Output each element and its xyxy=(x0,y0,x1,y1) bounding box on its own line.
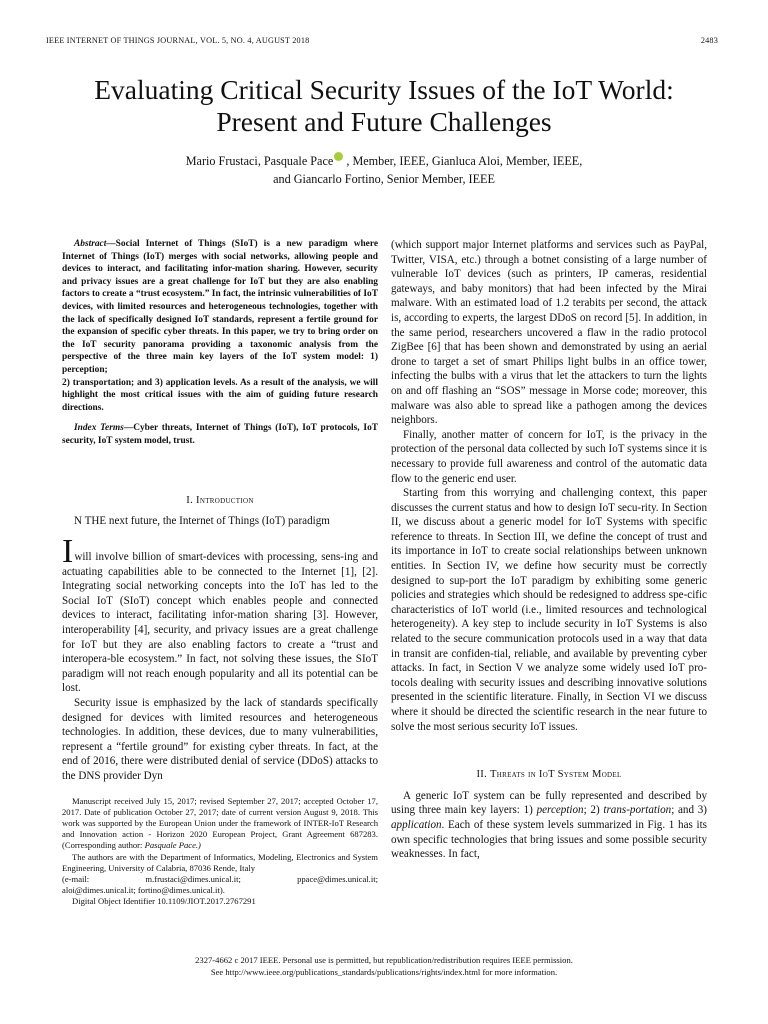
left-column xyxy=(62,238,378,908)
abstract-continuation: 2) transportation; and 3) application levels. As a result of the analysis, we will highlight the most critical issues with the aim of guiding future research directions. xyxy=(62,377,378,413)
footnote-affiliation: The authors are with the Department of Informatics, Modeling, Electronics and System Engineering, University of Calabria, 87036 Rende, Italy xyxy=(62,851,378,873)
journal-name: IEEE INTERNET OF THINGS JOURNAL, VOL. 5, NO. 4, AUGUST 2018 xyxy=(46,36,310,45)
footnote xyxy=(62,796,378,908)
s2-text-a: A generic IoT system can be fully represented and described by using three main key layers: 1) xyxy=(391,789,707,817)
author-list xyxy=(0,152,768,188)
intro-paragraph-1 xyxy=(62,532,378,696)
footnote-corresponding: Pasquale Pace.) xyxy=(144,840,201,851)
s2-transportation: trans-portation xyxy=(603,804,672,817)
s2-text-d: . Each of these system levels summarized in Fig. 1 has its own specific technologies that bring issues and some possible security weaknesses. In fact, xyxy=(391,818,707,861)
title-line-2: Present and Future Challenges xyxy=(216,106,552,137)
footnote-received-text: Manuscript received July 15, 2017; revised September 27, 2017; accepted October 17, 2017. Date of publication October 27, 2017; date of current version August 9, 2018. This work was supported by the European Union under the framework of INTER-IoT Research and Innovation action - Horizon 2020 European Project, Grant Agreement 687283. (Corresponding author: xyxy=(62,795,378,851)
s2-text-c: ; and 3) xyxy=(671,804,707,817)
page-number: 2483 xyxy=(700,36,718,45)
copyright-line-1: 2327-4662 c 2017 IEEE. Personal use is permitted, but republication/redistribution requires IEEE permission. xyxy=(195,955,573,965)
email-label: (e-mail: xyxy=(62,874,90,885)
section-2-number: II. xyxy=(476,769,488,781)
section-2-heading xyxy=(391,768,707,783)
abstract-text: —Social Internet of Things (SIoT) is a new paradigm where Internet of Things (IoT) merges with social networks, allowing people and devices to interact, and facilitating infor-mation sharing. However, security and privacy issues are a great challenge for IoT but they are also enabling factors to create a “trust ecosystem.” In fact, the intrinsic vulnerabilities of IoT devices, with limited resources and heterogeneous technologies, together with the lack of specifically designed IoT standards, represent a fertile ground for the expansion of specific cyber threats. In this paper, we try to bring order on the IoT security panorama providing a taxonomic analysis from the perspective of the three main key layers of the IoT system model: 1) perception; xyxy=(62,239,378,375)
footnote-emails xyxy=(62,874,378,885)
s2-application: application xyxy=(391,818,442,831)
index-terms-text: —Cyber threats, Internet of Things (IoT), IoT protocols, IoT security, IoT system model, trust. xyxy=(62,423,379,446)
s2-perception: perception xyxy=(536,804,584,817)
footnote-doi: Digital Object Identifier 10.1109/JIOT.2017.2767291 xyxy=(72,896,256,907)
abstract xyxy=(62,238,378,377)
orcid-icon[interactable] xyxy=(334,152,343,161)
section-1-heading xyxy=(62,494,378,509)
index-terms-label: Index Terms xyxy=(74,423,124,434)
author-line-1 xyxy=(0,152,768,170)
right-column xyxy=(391,238,707,862)
author-names-part2: , Member, IEEE, Gianluca Aloi, Member, IEEE, xyxy=(343,154,583,168)
email-2[interactable]: ppace@dimes.unical.it; xyxy=(297,874,378,885)
intro-paragraph-1-text: will involve billion of smart-devices with processing, sens-ing and actuating capabilities able to be connected to the Internet [1], [2]. Integrating social networking concepts into the IoT has led to the Social IoT (SIoT) concept which enables people and connected devices to interact, facilitating infor-mation sharing [3]. However, interoperability [4], security, and privacy issues are a great challenge for IoT but they are also enabling factors to create a “trust and interopera-ble ecosystem.” In fact, not solving these issues, the SIoT paradigm will not reach enough popularity and all its potential can be lost. xyxy=(62,550,378,695)
section-1-number: I. xyxy=(186,494,194,506)
right-paragraph-1: (which support major Internet platforms and services such as PayPal, Twitter, VISA, etc.) through a botnet consisting of a large number of vulnerable IoT devices (such as printers, IP cameras, residential gateways, and baby monitors) that had been infected by the Mirai malware. With an estimated load of 1.2 terabits per second, the attack is, according to experts, the largest DDoS on record [5]. In addition, in the same period, researchers uncovered a flaw in the radio protocol ZigBee [6] that has been shown and demonstrated by using an aerial drone to target a set of smart Philips light bulbs in an office tower, infecting the bulbs with a virus that let the attackers to turn the lights on and off flashing an “SOS” message in Morse code; moreover, this malware was also able to spread like a pathogen among the devices neighbors. xyxy=(391,239,707,427)
section-2-title: Threats in IoT System Model xyxy=(490,769,622,781)
copyright-line-2: See http://www.ieee.org/publications_standards/publications/rights/index.html for more information. xyxy=(210,966,558,977)
paper-title xyxy=(0,74,768,138)
section-2-paragraph-1 xyxy=(391,789,707,862)
title-line-1: Evaluating Critical Security Issues of the IoT World: xyxy=(94,74,674,105)
intro-paragraph-2: Security issue is emphasized by the lack of standards specifically designed for devices with limited resources and heterogeneous technologies. In addition, these devices, due to many vulnerabilities, represent a “fertile ground” for existing cyber threats. In fact, at the end of 2016, there were distributed denial of service (DDoS) attacks to the DNS provider Dyn xyxy=(62,697,378,782)
copyright-notice xyxy=(0,955,768,978)
section-1-title: Introduction xyxy=(196,494,254,506)
right-paragraph-2: Finally, another matter of concern for IoT, is the privacy in the protection of the personal data collected by such IoT systems since it is necessary to provide full awareness and control of the automatic data flow to the generic end user. xyxy=(391,428,707,485)
footnote-received xyxy=(62,796,378,852)
s2-text-b: ; 2) xyxy=(583,804,604,817)
footnote-email-3[interactable]: aloi@dimes.unical.it; fortino@dimes.unical.it). xyxy=(62,885,225,896)
author-line-2: and Giancarlo Fortino, Senior Member, IEEE xyxy=(273,172,495,186)
abstract-label: Abstract xyxy=(74,239,107,249)
right-paragraph-3: Starting from this worrying and challenging context, this paper discusses the current status and how to design IoT secu-rity. In Section II, we discuss about a generic model for IoT Systems with specific reference to threats. In Section III, we define the concept of trust and its importance in IoT to create social relationships between unknown entities. In Section IV, we define how security must be correctly designed to sup-port the IoT paradigm by exhibiting some generic policies and strategies which should be redesigned to address spe-cific characteristics of IoT world (i.e., limited resources and technological heterogeneity). A key step to include security in IoT Systems is also related to the secure communication protocols used in a way that data in transit are confiden-tial, reliable, and available by preventing cyber attacks. In fact, in Section V we analyze some widely used IoT pro-tocols dealing with security issues and describing innovative solutions presented in the scientific literature. Finally, in Section VI we discuss where it should be directed the scientific research in the near future to solve the most serious security IoT issues. xyxy=(391,487,707,733)
intro-first-line: N THE next future, the Internet of Things (IoT) paradigm xyxy=(74,515,330,528)
drop-cap: I xyxy=(62,532,74,570)
index-terms xyxy=(62,422,378,447)
email-1[interactable]: m.frustaci@dimes.unical.it; xyxy=(145,874,241,885)
author-names-part1: Mario Frustaci, Pasquale Pace xyxy=(185,154,334,168)
